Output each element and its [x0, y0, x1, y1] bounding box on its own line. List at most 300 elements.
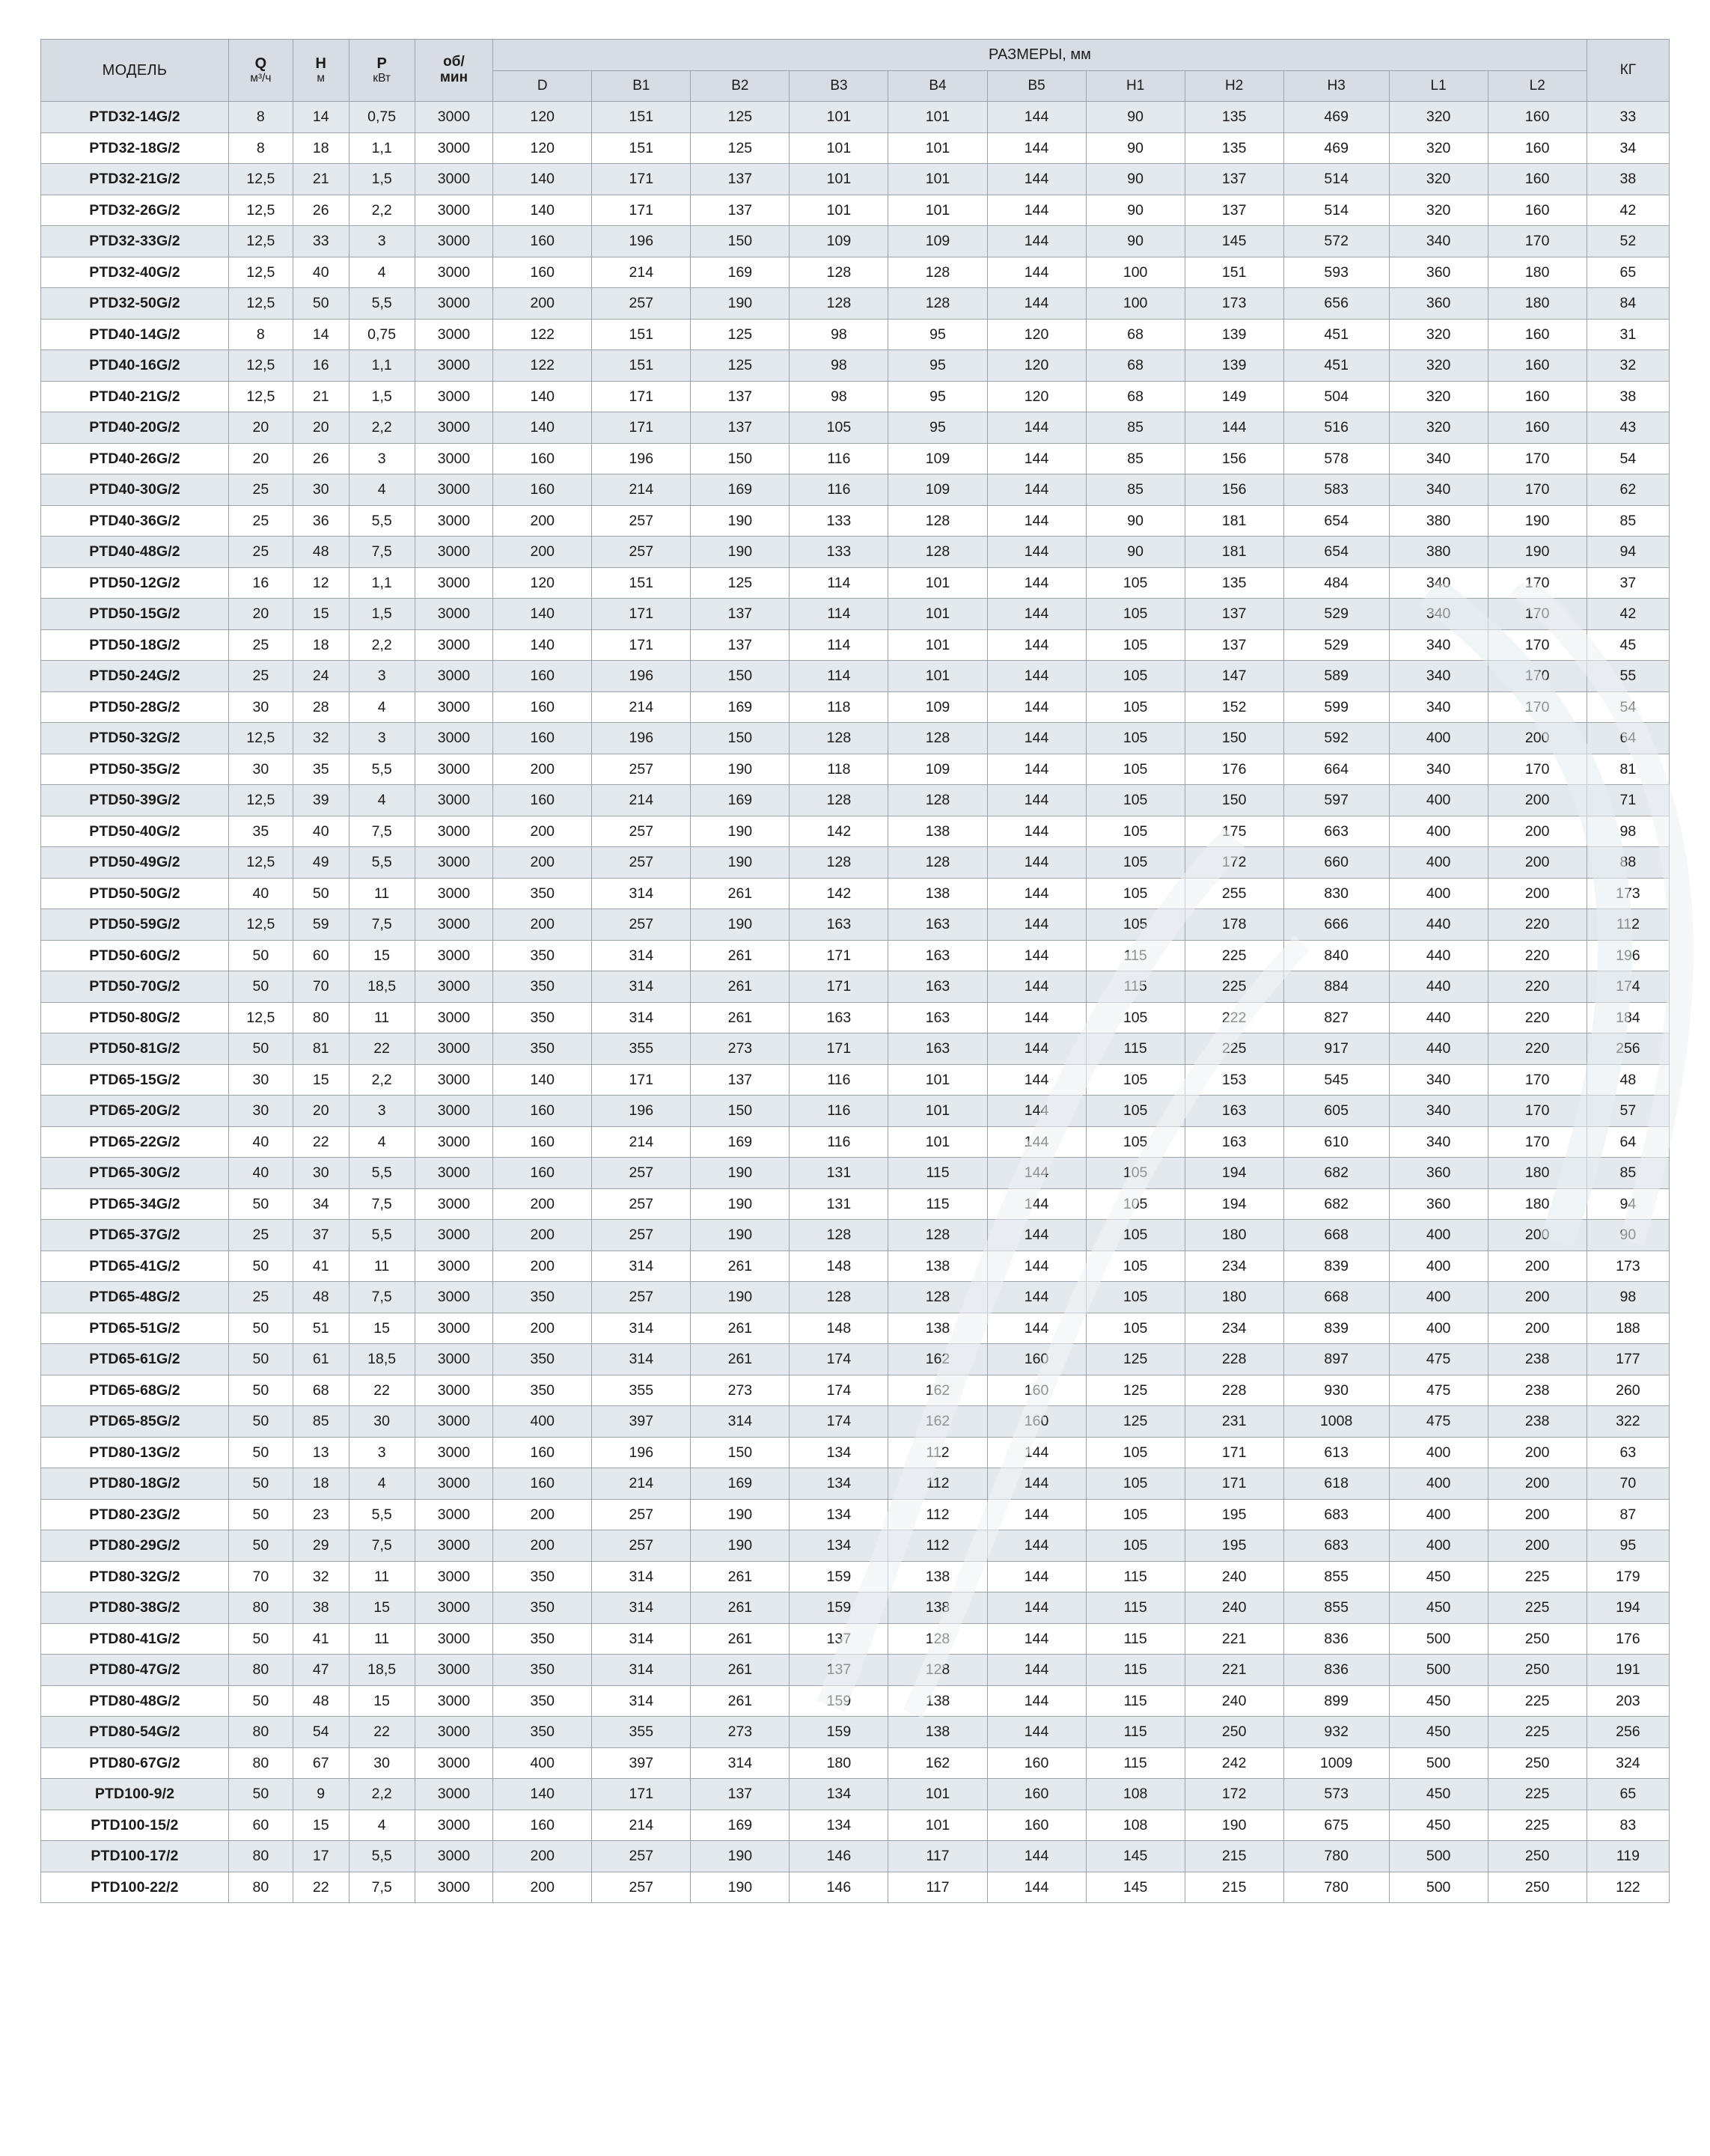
cell-value: 50	[228, 1406, 293, 1438]
cell-value: 214	[592, 257, 691, 288]
cell-value: 138	[888, 878, 987, 909]
cell-value: 261	[691, 1313, 790, 1344]
cell-value: 314	[592, 1685, 691, 1717]
cell-value: 31	[1587, 319, 1669, 350]
header-dim-b1: B1	[592, 70, 691, 102]
cell-value: 144	[987, 195, 1086, 226]
cell-value: 137	[691, 164, 790, 195]
cell-value: 169	[691, 474, 790, 506]
cell-value: 257	[592, 537, 691, 568]
cell-value: 50	[228, 1375, 293, 1406]
cell-value: 140	[493, 412, 592, 444]
cell-value: 450	[1389, 1561, 1488, 1592]
cell-value: 675	[1283, 1810, 1389, 1841]
cell-value: 112	[888, 1468, 987, 1500]
cell-value: 160	[493, 691, 592, 723]
cell-value: 150	[1185, 785, 1283, 816]
cell-value: 144	[987, 1033, 1086, 1065]
cell-value: 400	[1389, 1220, 1488, 1251]
cell-value: 120	[987, 381, 1086, 412]
cell-value: 3000	[415, 1779, 493, 1810]
cell-value: 144	[987, 412, 1086, 444]
cell-value: 50	[228, 1499, 293, 1530]
cell-model: PTD65-41G/2	[41, 1250, 229, 1282]
cell-value: 115	[888, 1158, 987, 1189]
cell-value: 0,75	[349, 102, 415, 133]
cell-value: 194	[1185, 1188, 1283, 1220]
cell-value: 151	[592, 132, 691, 164]
table-row	[41, 1033, 1670, 1065]
cell-value: 17	[293, 1841, 349, 1872]
cell-value: 105	[1086, 567, 1185, 599]
cell-value: 171	[790, 971, 888, 1003]
cell-value: 32	[293, 723, 349, 754]
cell-value: 196	[592, 226, 691, 257]
cell-value: 81	[293, 1033, 349, 1065]
cell-value: 200	[493, 288, 592, 320]
cell-value: 140	[493, 1064, 592, 1096]
cell-value: 4	[349, 1126, 415, 1158]
cell-value: 131	[790, 1158, 888, 1189]
table-row	[41, 1685, 1670, 1717]
cell-value: 22	[349, 1033, 415, 1065]
cell-value: 4	[349, 691, 415, 723]
cell-value: 26	[293, 195, 349, 226]
cell-model: PTD65-30G/2	[41, 1158, 229, 1189]
cell-value: 583	[1283, 474, 1389, 506]
cell-value: 190	[691, 754, 790, 785]
cell-value: 70	[1587, 1468, 1669, 1500]
cell-value: 162	[888, 1344, 987, 1375]
cell-model: PTD40-14G/2	[41, 319, 229, 350]
table-row	[41, 1779, 1670, 1810]
header-model: МОДЕЛЬ	[41, 40, 229, 102]
cell-value: 95	[1587, 1530, 1669, 1562]
cell-value: 196	[592, 1437, 691, 1468]
cell-value: 105	[1086, 1158, 1185, 1189]
cell-value: 145	[1086, 1841, 1185, 1872]
cell-value: 917	[1283, 1033, 1389, 1065]
cell-value: 360	[1389, 288, 1488, 320]
cell-value: 50	[228, 1188, 293, 1220]
cell-value: 94	[1587, 537, 1669, 568]
cell-value: 170	[1488, 661, 1587, 692]
cell-value: 225	[1185, 940, 1283, 971]
cell-value: 593	[1283, 257, 1389, 288]
cell-value: 250	[1488, 1655, 1587, 1686]
cell-value: 3000	[415, 443, 493, 474]
cell-value: 115	[1086, 1623, 1185, 1655]
cell-value: 47	[293, 1655, 349, 1686]
cell-value: 162	[888, 1406, 987, 1438]
cell-value: 20	[228, 412, 293, 444]
cell-value: 225	[1488, 1810, 1587, 1841]
cell-value: 3000	[415, 226, 493, 257]
cell-value: 20	[293, 1096, 349, 1127]
cell-value: 160	[1488, 319, 1587, 350]
cell-value: 40	[293, 816, 349, 847]
cell-value: 169	[691, 1126, 790, 1158]
cell-value: 196	[592, 1096, 691, 1127]
cell-value: 159	[790, 1592, 888, 1624]
table-row	[41, 1064, 1670, 1096]
cell-value: 101	[790, 132, 888, 164]
cell-value: 163	[790, 1002, 888, 1033]
cell-value: 682	[1283, 1158, 1389, 1189]
cell-value: 196	[592, 723, 691, 754]
cell-value: 855	[1283, 1561, 1389, 1592]
cell-model: PTD80-29G/2	[41, 1530, 229, 1562]
header-flow-unit: м³/ч	[250, 71, 272, 85]
cell-value: 231	[1185, 1406, 1283, 1438]
cell-value: 3000	[415, 1592, 493, 1624]
cell-value: 3000	[415, 1250, 493, 1282]
cell-model: PTD32-21G/2	[41, 164, 229, 195]
cell-value: 176	[1185, 754, 1283, 785]
cell-value: 90	[1086, 537, 1185, 568]
cell-value: 200	[493, 754, 592, 785]
cell-value: 228	[1185, 1344, 1283, 1375]
cell-value: 144	[987, 1655, 1086, 1686]
cell-value: 273	[691, 1375, 790, 1406]
cell-value: 125	[1086, 1344, 1185, 1375]
header-dim-l1: L1	[1389, 70, 1488, 102]
cell-value: 144	[987, 1064, 1086, 1096]
cell-value: 7,5	[349, 909, 415, 941]
cell-value: 28	[293, 691, 349, 723]
cell-value: 200	[493, 537, 592, 568]
cell-value: 68	[1086, 319, 1185, 350]
cell-value: 400	[1389, 816, 1488, 847]
cell-value: 137	[1185, 195, 1283, 226]
cell-value: 1,5	[349, 599, 415, 630]
cell-value: 144	[987, 909, 1086, 941]
cell-value: 137	[1185, 164, 1283, 195]
cell-value: 15	[293, 599, 349, 630]
cell-value: 138	[888, 1561, 987, 1592]
cell-value: 128	[888, 723, 987, 754]
table-row	[41, 1188, 1670, 1220]
cell-value: 8	[228, 132, 293, 164]
cell-value: 118	[790, 691, 888, 723]
cell-value: 261	[691, 940, 790, 971]
cell-value: 105	[1086, 661, 1185, 692]
cell-value: 54	[1587, 691, 1669, 723]
table-row	[41, 1841, 1670, 1872]
cell-value: 190	[691, 847, 790, 879]
cell-value: 148	[790, 1250, 888, 1282]
table-row	[41, 1220, 1670, 1251]
table-row	[41, 1810, 1670, 1841]
cell-value: 159	[790, 1717, 888, 1748]
cell-value: 137	[691, 381, 790, 412]
cell-value: 125	[691, 102, 790, 133]
cell-value: 220	[1488, 971, 1587, 1003]
cell-value: 174	[1587, 971, 1669, 1003]
cell-value: 450	[1389, 1685, 1488, 1717]
cell-value: 144	[987, 847, 1086, 879]
cell-value: 257	[592, 754, 691, 785]
cell-value: 668	[1283, 1282, 1389, 1313]
cell-value: 153	[1185, 1064, 1283, 1096]
cell-value: 163	[888, 1033, 987, 1065]
cell-value: 50	[228, 1344, 293, 1375]
cell-value: 3000	[415, 1158, 493, 1189]
cell-value: 90	[1086, 132, 1185, 164]
cell-model: PTD50-12G/2	[41, 567, 229, 599]
cell-value: 400	[1389, 1282, 1488, 1313]
cell-value: 23	[293, 1499, 349, 1530]
cell-model: PTD100-22/2	[41, 1872, 229, 1903]
table-row	[41, 1344, 1670, 1375]
cell-value: 128	[888, 288, 987, 320]
cell-value: 80	[228, 1717, 293, 1748]
cell-value: 1,1	[349, 567, 415, 599]
cell-value: 514	[1283, 195, 1389, 226]
cell-value: 400	[1389, 1313, 1488, 1344]
cell-value: 3000	[415, 1717, 493, 1748]
cell-value: 3000	[415, 257, 493, 288]
cell-model: PTD65-85G/2	[41, 1406, 229, 1438]
cell-value: 105	[1086, 1468, 1185, 1500]
table-row	[41, 1096, 1670, 1127]
table-row	[41, 102, 1670, 133]
cell-value: 160	[1488, 381, 1587, 412]
cell-value: 200	[493, 505, 592, 537]
cell-model: PTD65-61G/2	[41, 1344, 229, 1375]
table-row	[41, 878, 1670, 909]
cell-value: 85	[1086, 443, 1185, 474]
cell-value: 314	[592, 1655, 691, 1686]
cell-value: 500	[1389, 1623, 1488, 1655]
cell-value: 172	[1185, 847, 1283, 879]
cell-value: 256	[1587, 1717, 1669, 1748]
cell-value: 200	[493, 909, 592, 941]
header-row-1	[41, 40, 1670, 71]
cell-value: 257	[592, 909, 691, 941]
cell-value: 122	[1587, 1872, 1669, 1903]
cell-value: 257	[592, 1188, 691, 1220]
cell-model: PTD50-35G/2	[41, 754, 229, 785]
cell-value: 400	[1389, 785, 1488, 816]
cell-value: 12,5	[228, 164, 293, 195]
cell-value: 350	[493, 1685, 592, 1717]
cell-value: 5,5	[349, 505, 415, 537]
cell-value: 200	[493, 1841, 592, 1872]
cell-value: 163	[1185, 1096, 1283, 1127]
cell-value: 350	[493, 1623, 592, 1655]
cell-value: 144	[987, 1188, 1086, 1220]
cell-value: 160	[1488, 350, 1587, 382]
cell-value: 175	[1185, 816, 1283, 847]
cell-value: 171	[592, 164, 691, 195]
cell-value: 144	[987, 1872, 1086, 1903]
cell-value: 22	[293, 1872, 349, 1903]
cell-value: 932	[1283, 1717, 1389, 1748]
cell-value: 340	[1389, 1096, 1488, 1127]
cell-value: 41	[293, 1250, 349, 1282]
cell-value: 5,5	[349, 1499, 415, 1530]
cell-value: 144	[987, 1468, 1086, 1500]
cell-value: 200	[1488, 1530, 1587, 1562]
cell-value: 15	[293, 1064, 349, 1096]
cell-value: 171	[1185, 1437, 1283, 1468]
cell-value: 171	[592, 599, 691, 630]
cell-value: 340	[1389, 691, 1488, 723]
cell-value: 1,1	[349, 350, 415, 382]
cell-value: 144	[1185, 412, 1283, 444]
cell-value: 115	[1086, 1655, 1185, 1686]
cell-value: 613	[1283, 1437, 1389, 1468]
cell-value: 529	[1283, 629, 1389, 661]
cell-value: 170	[1488, 1064, 1587, 1096]
cell-value: 115	[1086, 1717, 1185, 1748]
table-header	[41, 40, 1670, 102]
cell-value: 144	[987, 537, 1086, 568]
cell-value: 50	[228, 1250, 293, 1282]
cell-value: 200	[1488, 723, 1587, 754]
cell-value: 25	[228, 629, 293, 661]
header-rpm	[415, 40, 493, 102]
cell-value: 174	[790, 1406, 888, 1438]
cell-value: 144	[987, 1499, 1086, 1530]
cell-value: 12,5	[228, 847, 293, 879]
cell-value: 25	[228, 537, 293, 568]
cell-value: 37	[1587, 567, 1669, 599]
cell-value: 220	[1488, 940, 1587, 971]
table-row	[41, 629, 1670, 661]
cell-model: PTD50-18G/2	[41, 629, 229, 661]
cell-value: 12,5	[228, 785, 293, 816]
cell-value: 125	[691, 319, 790, 350]
cell-value: 14	[293, 319, 349, 350]
cell-value: 160	[493, 443, 592, 474]
cell-value: 3000	[415, 785, 493, 816]
table-row	[41, 1623, 1670, 1655]
cell-value: 160	[493, 1810, 592, 1841]
cell-value: 3000	[415, 537, 493, 568]
cell-value: 397	[592, 1406, 691, 1438]
cell-value: 151	[592, 319, 691, 350]
cell-value: 54	[1587, 443, 1669, 474]
cell-value: 171	[592, 381, 691, 412]
table-row	[41, 661, 1670, 692]
cell-value: 3000	[415, 195, 493, 226]
table-row	[41, 474, 1670, 506]
cell-value: 160	[493, 723, 592, 754]
cell-value: 65	[1587, 1779, 1669, 1810]
cell-value: 3000	[415, 1220, 493, 1251]
cell-value: 169	[691, 785, 790, 816]
table-row	[41, 723, 1670, 754]
cell-value: 22	[349, 1717, 415, 1748]
cell-value: 144	[987, 629, 1086, 661]
cell-value: 440	[1389, 1002, 1488, 1033]
cell-value: 71	[1587, 785, 1669, 816]
table-row	[41, 1002, 1670, 1033]
cell-value: 3000	[415, 412, 493, 444]
cell-value: 105	[1086, 847, 1185, 879]
cell-value: 314	[592, 940, 691, 971]
cell-value: 3000	[415, 319, 493, 350]
cell-value: 95	[888, 381, 987, 412]
cell-value: 163	[888, 971, 987, 1003]
cell-value: 683	[1283, 1530, 1389, 1562]
cell-value: 320	[1389, 164, 1488, 195]
cell-value: 450	[1389, 1717, 1488, 1748]
cell-value: 105	[1086, 1096, 1185, 1127]
cell-value: 170	[1488, 629, 1587, 661]
cell-value: 320	[1389, 132, 1488, 164]
header-power-unit: кВт	[373, 71, 391, 85]
cell-value: 128	[790, 1282, 888, 1313]
cell-value: 101	[888, 102, 987, 133]
cell-value: 150	[691, 226, 790, 257]
cell-value: 55	[1587, 661, 1669, 692]
cell-value: 140	[493, 629, 592, 661]
cell-value: 170	[1488, 567, 1587, 599]
cell-value: 38	[293, 1592, 349, 1624]
cell-value: 12,5	[228, 1002, 293, 1033]
header-dim-h1: H1	[1086, 70, 1185, 102]
cell-value: 250	[1488, 1872, 1587, 1903]
cell-value: 26	[293, 443, 349, 474]
cell-value: 109	[888, 474, 987, 506]
cell-value: 160	[493, 1437, 592, 1468]
cell-value: 101	[888, 1096, 987, 1127]
cell-value: 314	[592, 1313, 691, 1344]
cell-value: 350	[493, 1002, 592, 1033]
cell-value: 41	[293, 1623, 349, 1655]
cell-value: 177	[1587, 1344, 1669, 1375]
cell-value: 257	[592, 1530, 691, 1562]
cell-value: 350	[493, 1033, 592, 1065]
cell-value: 160	[1488, 195, 1587, 226]
cell-value: 234	[1185, 1313, 1283, 1344]
cell-value: 469	[1283, 102, 1389, 133]
cell-value: 180	[790, 1747, 888, 1779]
cell-value: 190	[1488, 537, 1587, 568]
table-row	[41, 1530, 1670, 1562]
cell-value: 314	[592, 1002, 691, 1033]
cell-value: 314	[691, 1747, 790, 1779]
cell-value: 105	[1086, 1250, 1185, 1282]
cell-value: 144	[987, 971, 1086, 1003]
cell-model: PTD50-32G/2	[41, 723, 229, 754]
cell-value: 105	[1086, 1313, 1185, 1344]
cell-value: 160	[493, 1126, 592, 1158]
cell-value: 654	[1283, 505, 1389, 537]
cell-value: 95	[888, 350, 987, 382]
cell-value: 109	[888, 754, 987, 785]
cell-model: PTD65-22G/2	[41, 1126, 229, 1158]
cell-value: 221	[1185, 1623, 1283, 1655]
cell-value: 120	[493, 567, 592, 599]
cell-value: 314	[592, 1592, 691, 1624]
cell-value: 140	[493, 195, 592, 226]
table-row	[41, 567, 1670, 599]
cell-value: 261	[691, 1685, 790, 1717]
cell-value: 12,5	[228, 909, 293, 941]
cell-value: 24	[293, 661, 349, 692]
cell-value: 68	[293, 1375, 349, 1406]
header-power-symbol: P	[376, 55, 387, 72]
cell-value: 95	[888, 319, 987, 350]
cell-value: 70	[228, 1561, 293, 1592]
cell-value: 174	[790, 1344, 888, 1375]
cell-value: 180	[1185, 1220, 1283, 1251]
cell-value: 144	[987, 1592, 1086, 1624]
